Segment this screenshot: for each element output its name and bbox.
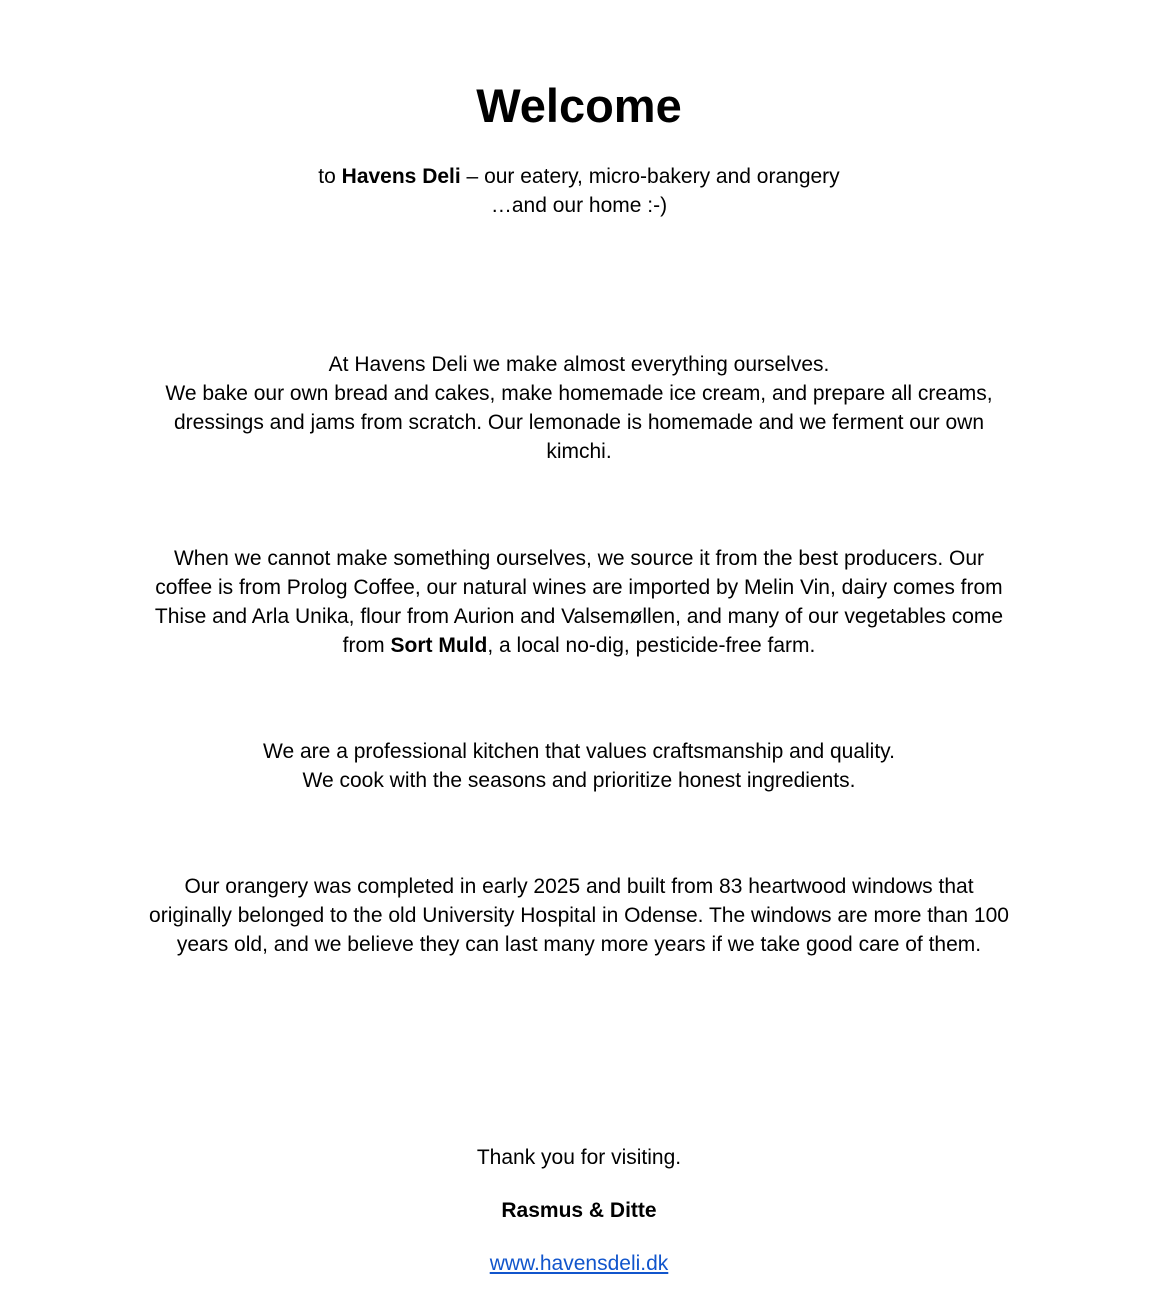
deli-name: Havens Deli: [341, 165, 461, 188]
paragraph-line: coffee is from Prolog Coffee, our natural wines are imported by Melin Vin, dairy comes from: [155, 576, 1003, 599]
intro-line-1: [0, 162, 1158, 191]
paragraph-line: kimchi.: [546, 440, 612, 463]
signature: Rasmus & Ditte: [501, 1199, 657, 1222]
paragraph-line: When we cannot make something ourselves, we source it from the best producers. Our: [173, 547, 985, 570]
paragraph-line: [0, 631, 1158, 660]
paragraph-line: We bake our own bread and cakes, make homemade ice cream, and prepare all creams,: [165, 382, 993, 405]
paragraph-line: We are a professional kitchen that values craftsmanship and quality.: [263, 740, 895, 763]
line-suffix: , a local no-dig, pesticide-free farm.: [487, 634, 816, 657]
line-prefix: from: [342, 634, 391, 657]
page-title: Welcome: [476, 79, 682, 132]
intro-block: [0, 162, 1158, 220]
paragraph-kitchen: [0, 737, 1158, 795]
paragraph-line: years old, and we believe they can last many more years if we take good care of them.: [176, 933, 982, 956]
thank-you-text: Thank you for visiting.: [476, 1146, 682, 1169]
paragraph-line: Thise and Arla Unika, flour from Aurion and Valsemøllen, and many of our vegetables come: [154, 605, 1004, 628]
intro-prefix: to: [318, 165, 342, 188]
paragraph-line: originally belonged to the old University Hospital in Odense. The windows are more than 100: [149, 904, 1009, 927]
paragraph-line: Our orangery was completed in early 2025 and built from 83 heartwood windows that: [184, 875, 974, 898]
paragraph-producers: [0, 544, 1158, 660]
paragraph-homemade: [0, 350, 1158, 466]
paragraph-line: At Havens Deli we make almost everything ourselves.: [328, 353, 830, 376]
paragraph-line: dressings and jams from scratch. Our lemonade is homemade and we ferment our own: [173, 411, 985, 434]
website-row: [0, 1249, 1158, 1278]
farm-name: Sort Muld: [390, 634, 488, 657]
website-link[interactable]: www.havensdeli.dk: [489, 1252, 669, 1275]
paragraph-line: We cook with the seasons and prioritize honest ingredients.: [302, 769, 856, 792]
intro-suffix: – our eatery, micro-bakery and orangery: [460, 165, 840, 188]
paragraph-orangery: [0, 872, 1158, 959]
intro-line-2: …and our home :-): [490, 194, 668, 217]
